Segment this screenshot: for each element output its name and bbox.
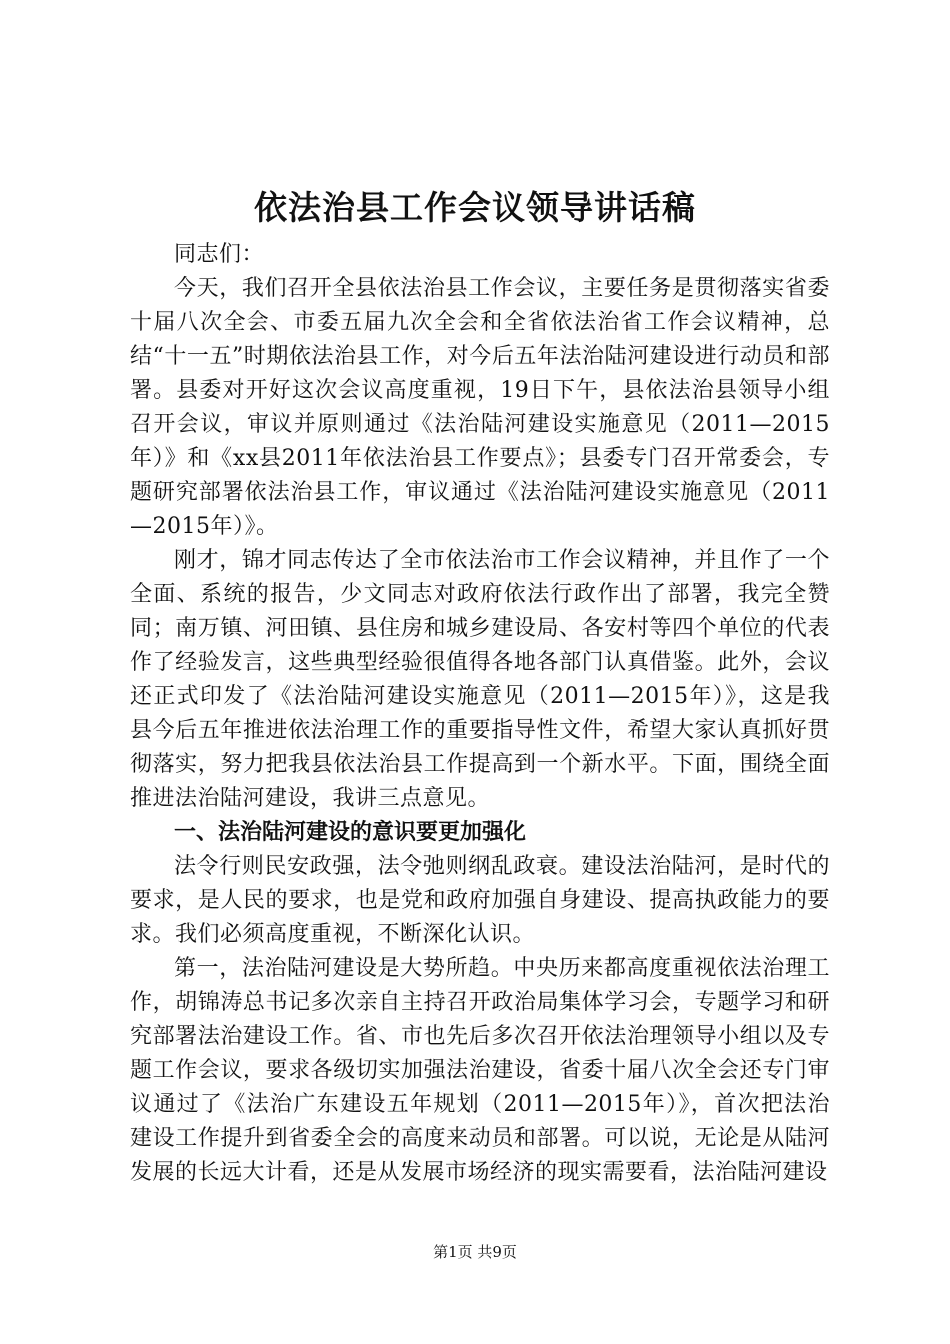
document-body bbox=[130, 238, 830, 1190]
document-title: 依法治县工作会议领导讲话稿 bbox=[254, 188, 696, 227]
section-heading: 一、法治陆河建设的意识要更加强化 bbox=[174, 820, 527, 845]
section-paragraph-1: 法令行则民安政强，法令弛则纲乱政衰。建设法治陆河，是时代的要求，是人民的要求，也是党和政府加强自身建设、提高执政能力的要求。我们必须高度重视，不断深化认识。 bbox=[130, 854, 830, 947]
salutation: 同志们： bbox=[174, 242, 265, 267]
page-footer: 第1页 共9页 bbox=[433, 1243, 517, 1261]
section-paragraph-2: 第一，法治陆河建设是大势所趋。中央历来都高度重视依法治理工作，胡锦涛总书记多次亲自主持召开政治局集体学习会，专题学习和研究部署法治建设工作。省、市也先后多次召开依法治理领导小组以及专题工作会议，要求各级切实加强法治建设，省委十届八次全会还专门审议通过了《法治广东建设五年规划（2011—2015年）》，首次把法治建设工作提升到省委全会的高度来动员和部署。可以说，无论是从陆河发展的长远大计看，还是从发展市场经济的现实需要看，法治陆河建设 bbox=[130, 956, 830, 1185]
paragraph-2: 刚才，锦才同志传达了全市依法治市工作会议精神，并且作了一个全面、系统的报告，少文同志对政府依法行政作出了部署，我完全赞同；南万镇、河田镇、县住房和城乡建设局、各安村等四个单位的代表作了经验发言，这些典型经验很值得各地各部门认真借鉴。此外，会议还正式印发了《法治陆河建设实施意见（2011—2015年）》，这是我县今后五年推进依法治理工作的重要指导性文件，希望大家认真抓好贯彻落实，努力把我县依法治县工作提高到一个新水平。下面，围绕全面推进法治陆河建设，我讲三点意见。 bbox=[130, 548, 830, 811]
paragraph-1: 今天，我们召开全县依法治县工作会议，主要任务是贯彻落实省委十届八次全会、市委五届九次全会和全省依法治省工作会议精神，总结“十一五”时期依法治县工作，对今后五年法治陆河建设进行动员和部署。县委对开好这次会议高度重视，19日下午，县依法治县领导小组召开会议，审议并原则通过《法治陆河建设实施意见（2011—2015年）》和《xx县2011年依法治县工作要点》；县委专门召开常委会，专题研究部署依法治县工作，审议通过《法治陆河建设实施意见（2011—2015年）》。 bbox=[130, 276, 830, 539]
